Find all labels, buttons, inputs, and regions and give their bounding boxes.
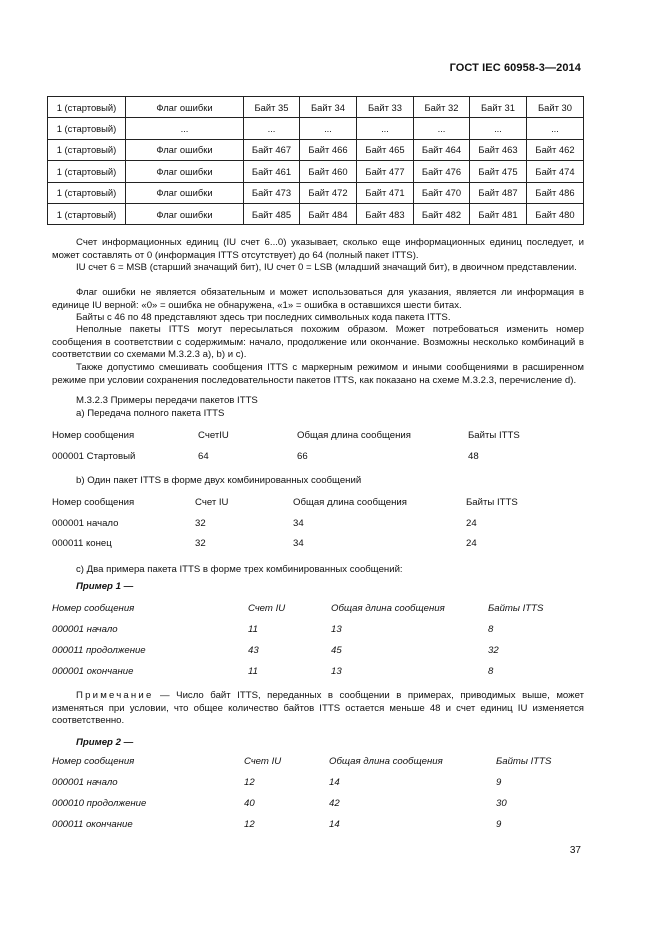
list-cell: 9 [496, 777, 502, 788]
list-header-cell: Номер сообщения [52, 497, 135, 508]
table-row [48, 203, 584, 224]
example-1-title: Пример 1 — [76, 581, 134, 592]
list-header-cell: Номер сообщения [52, 430, 135, 441]
list-header-cell: Счет IU [195, 497, 229, 508]
table-cell: ... [527, 118, 584, 139]
list-cell: 000010 продолжение [52, 798, 147, 809]
table-cell: Байт 475 [470, 161, 527, 182]
table-cell: Флаг ошибки [126, 139, 244, 160]
list-header-cell: Байты ITTS [488, 603, 544, 614]
list-header-cell: Общая длина сообщения [329, 756, 443, 767]
list-item [52, 666, 584, 679]
list-header [52, 497, 584, 510]
table-cell: Байт 480 [527, 203, 584, 224]
table-cell: 1 (стартовый) [48, 118, 126, 139]
list-cell: 000001 начало [52, 517, 119, 529]
note-paragraph [52, 690, 584, 728]
table-row [48, 182, 584, 203]
list-header-cell: Счет IU [248, 603, 286, 614]
list-cell: 40 [244, 798, 255, 809]
list-cell: 8 [488, 666, 494, 677]
table-row [48, 161, 584, 182]
table-cell: Байт 462 [527, 139, 584, 160]
list-cell: 000001 начало [52, 624, 118, 635]
table-cell: Байт 467 [244, 139, 300, 160]
list-cell: 9 [496, 819, 502, 830]
table-cell: Байт 461 [244, 161, 300, 182]
list-cell: 42 [329, 798, 340, 809]
list-cell: 45 [331, 645, 342, 656]
list-cell: 12 [244, 819, 255, 830]
list-item [52, 798, 584, 811]
list-cell: 8 [488, 624, 494, 635]
paragraph-bytes: Байты с 46 по 48 представляют здесь три последних символьных кода пакета ITTS. [76, 312, 451, 323]
note-label: Примечание [76, 690, 154, 701]
table-cell: 1 (стартовый) [48, 203, 126, 224]
list-cell: 11 [248, 624, 258, 635]
list-cell: 32 [488, 645, 499, 656]
subsection-c-title: с) Два примера пакета ITTS в форме трех комбинированных сообщений: [76, 564, 403, 575]
list-header-cell: Общая длина сообщения [331, 603, 445, 614]
paragraph-msb-lsb: IU счет 6 = MSB (старший значащий бит), IU счет 0 = LSB (младший значащий бит), в двоичном представлении. [76, 262, 577, 273]
table-cell: Байт 487 [470, 182, 527, 203]
table-cell: ... [244, 118, 300, 139]
table-row [48, 97, 584, 118]
table-cell: Байт 474 [527, 161, 584, 182]
list-cell: 64 [198, 451, 209, 462]
table-cell: ... [414, 118, 470, 139]
table-cell: 1 (стартовый) [48, 97, 126, 118]
table-cell: Байт 477 [357, 161, 414, 182]
table-cell: Байт 484 [300, 203, 357, 224]
list-item [52, 624, 584, 637]
table-cell: Байт 466 [300, 139, 357, 160]
list-cell: 48 [468, 451, 479, 462]
table-cell: Байт 470 [414, 182, 470, 203]
table-cell: Флаг ошибки [126, 161, 244, 182]
table-cell: 1 (стартовый) [48, 182, 126, 203]
list-cell: 14 [329, 819, 340, 830]
list-item [52, 645, 584, 658]
table-cell: Байт 471 [357, 182, 414, 203]
list-cell: 000001 Стартовый [52, 451, 136, 462]
table-cell: Байт 485 [244, 203, 300, 224]
table-cell: Байт 481 [470, 203, 527, 224]
list-cell: 11 [248, 666, 258, 677]
list-header-cell: Байты ITTS [468, 430, 520, 441]
list-cell: 32 [195, 538, 206, 549]
list-cell: 32 [195, 517, 206, 529]
list-header-cell: Счет IU [244, 756, 282, 767]
table-cell: Флаг ошибки [126, 182, 244, 203]
table-cell: 1 (стартовый) [48, 139, 126, 160]
list-cell: 14 [329, 777, 340, 788]
table-cell: Байт 32 [414, 97, 470, 118]
list-cell: 24 [466, 517, 477, 529]
paragraph-error-flag: Флаг ошибки не является обязательным и может использоваться для указания, является ли информация в единице IU верной: «0» = ошибка не обнаружена, «1» = ошибка в оставшихся шести битах. [52, 287, 584, 311]
table-cell: Байт 483 [357, 203, 414, 224]
list-header-cell: СчетIU [198, 430, 229, 441]
list-header [52, 430, 584, 443]
table-cell: Байт 482 [414, 203, 470, 224]
list-header-cell: Номер сообщения [52, 756, 135, 767]
list-cell: 000011 продолжение [52, 645, 146, 656]
list-cell: 34 [293, 517, 304, 529]
table-cell: Байт 473 [244, 182, 300, 203]
table-cell: ... [357, 118, 414, 139]
list-header-cell: Байты ITTS [466, 497, 518, 508]
list-cell: 000001 начало [52, 777, 118, 788]
subsection-a-title: а) Передача полного пакета ITTS [76, 408, 225, 419]
subsection-b-title: b) Один пакет ITTS в форме двух комбинированных сообщений [76, 475, 362, 486]
list-header-cell: Байты ITTS [496, 756, 552, 767]
list-cell: 30 [496, 798, 507, 809]
list-header-cell: Общая длина сообщения [297, 430, 411, 441]
table-cell: 1 (стартовый) [48, 161, 126, 182]
byte-layout-table [47, 96, 584, 225]
table-cell: Байт 472 [300, 182, 357, 203]
list-cell: 43 [248, 645, 259, 656]
table-cell: Байт 464 [414, 139, 470, 160]
table-cell: ... [470, 118, 527, 139]
table-cell: Байт 31 [470, 97, 527, 118]
table-row [48, 139, 584, 160]
document-header: ГОСТ IEC 60958-3—2014 [449, 62, 581, 74]
list-cell: 24 [466, 538, 477, 549]
list-cell: 13 [331, 624, 342, 635]
list-item [52, 538, 584, 551]
list-item [52, 777, 584, 790]
table-cell: Флаг ошибки [126, 203, 244, 224]
paragraph-iu-count: Счет информационных единиц (IU счет 6...0) указывает, сколько еще информационных единиц последует, и может составлять от 0 (информация ITTS отсутствует) до 64 (полный пакет ITTS). [52, 237, 584, 261]
table-cell: Байт 35 [244, 97, 300, 118]
table-cell: Флаг ошибки [126, 97, 244, 118]
list-cell: 12 [244, 777, 255, 788]
paragraph-mixing: Также допустимо смешивать сообщения ITTS с маркерным режимом и иными сообщениями в расширенном режиме при условии сохранения последовательности пакетов ITTS, как показано на схеме М.3.2.3, перечисление d). [52, 362, 584, 386]
table-cell: Байт 486 [527, 182, 584, 203]
table-row [48, 118, 584, 139]
note-text: — Число байт ITTS, переданных в сообщении в примерах, приводимых выше, может изменяться при условии, что общее количество байтов ITTS остается меньше 48 и счет единиц IU изменяется соответственно. [52, 690, 584, 727]
list-header-cell: Общая длина сообщения [293, 497, 407, 508]
list-cell: 000001 окончание [52, 666, 134, 677]
list-cell: 66 [297, 451, 308, 462]
list-item [52, 819, 584, 832]
list-cell: 13 [331, 666, 342, 677]
list-header [52, 603, 584, 616]
list-header [52, 756, 584, 769]
paragraph-incomplete: Неполные пакеты ITTS могут пересылаться похожим образом. Может потребоваться изменить номер сообщения в соответствии с содержимым: начало, продолжение или окончание. Возможны несколько комбинаций в соответствии со схемами М.3.2.3 а), b) и с). [52, 324, 584, 361]
list-item [52, 518, 584, 531]
table-cell: ... [300, 118, 357, 139]
list-item [52, 451, 584, 464]
table-cell: Байт 30 [527, 97, 584, 118]
page-number: 37 [569, 845, 581, 856]
list-cell: 34 [293, 538, 304, 549]
table-cell: Байт 33 [357, 97, 414, 118]
example-2-title: Пример 2 — [76, 737, 134, 748]
table-cell: Байт 476 [414, 161, 470, 182]
list-cell: 000011 окончание [52, 819, 133, 830]
table-cell: Байт 34 [300, 97, 357, 118]
table-cell: ... [126, 118, 244, 139]
table-cell: Байт 463 [470, 139, 527, 160]
list-header-cell: Номер сообщения [52, 603, 135, 614]
list-cell: 000011 конец [52, 538, 112, 549]
section-heading: М.3.2.3 Примеры передачи пакетов ITTS [76, 395, 258, 406]
table-cell: Байт 460 [300, 161, 357, 182]
table-cell: Байт 465 [357, 139, 414, 160]
